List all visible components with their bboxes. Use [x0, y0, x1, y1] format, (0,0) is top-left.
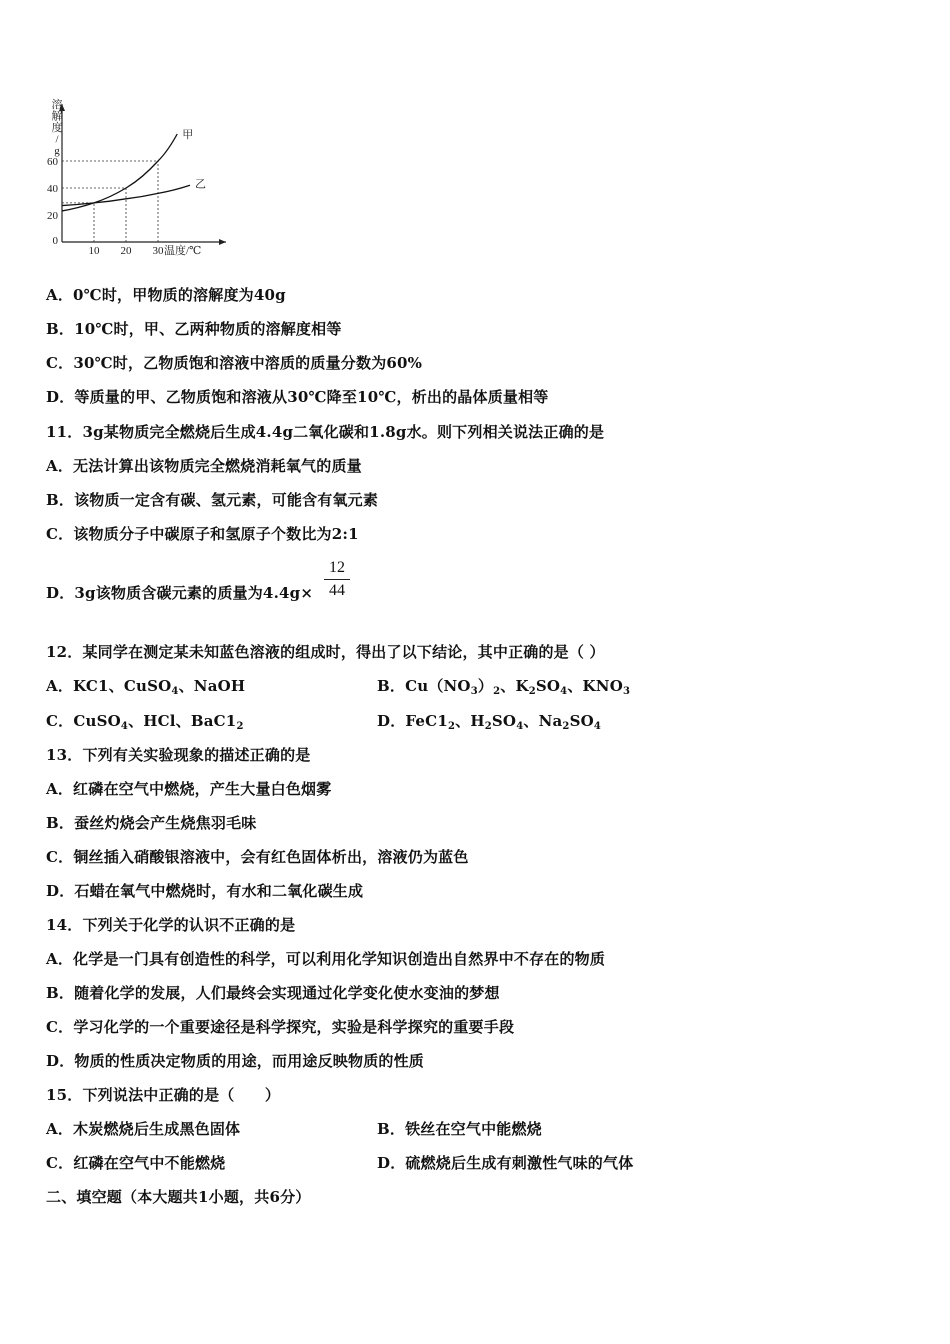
- q14-option-c: C．学习化学的一个重要途径是科学探究，实验是科学探究的重要手段: [46, 1018, 515, 1036]
- y-axis-label-char: /: [55, 133, 59, 146]
- q13-stem: 13．下列有关实验现象的描述正确的是: [46, 746, 311, 764]
- q14-option-d: D．物质的性质决定物质的用途，而用途反映物质的性质: [46, 1052, 425, 1070]
- y-tick-label: 40: [47, 183, 58, 195]
- q11-stem: 11．3g某物质完全燃烧后生成4.4g二氧化碳和1.8g水。则下列相关说法正确的是: [46, 423, 605, 441]
- q12-option-a: A．KC1、CuSO$_4$、NaOH: [46, 677, 246, 697]
- q12-option-b: B．$Cu(NO_3)_2$、$K_2SO_4$、$KNO_3$: [377, 677, 631, 697]
- q13-option-a: A．红磷在空气中燃烧，产生大量白色烟雾: [46, 780, 332, 798]
- q13-option-d: D．石蜡在氧气中燃烧时，有水和二氧化碳生成: [46, 882, 364, 900]
- q11-option-b: B．该物质一定含有碳、氢元素，可能含有氧元素: [46, 491, 379, 509]
- q11-option-c: C．该物质分子中碳原子和氢原子个数比为2:1: [46, 525, 359, 543]
- q10-option-a: A．0℃时，甲物质的溶解度为40g: [46, 286, 286, 304]
- q15-option-d: D．硫燃烧后生成有刺激性气味的气体: [377, 1154, 634, 1172]
- q12-stem: 12．某同学在测定某未知蓝色溶液的组成时，得出了以下结论，其中正确的是（ ）: [46, 643, 605, 661]
- y-tick-label: 60: [47, 156, 58, 168]
- y-axis-label-char: g: [54, 145, 60, 157]
- x-tick-label: 20: [120, 245, 132, 257]
- y-tick-label: 20: [47, 210, 58, 222]
- solubility-chart-svg: [40, 96, 240, 258]
- q13-option-c: C．铜丝插入硝酸银溶液中，会有红色固体析出，溶液仍为蓝色: [46, 848, 469, 866]
- fraction-numerator: 12: [329, 559, 345, 576]
- q15-option-b: B．铁丝在空气中能燃烧: [377, 1120, 542, 1138]
- series-label: 甲: [182, 129, 194, 141]
- q14-option-b: B．随着化学的发展，人们最终会实现通过化学变化使水变油的梦想: [46, 984, 500, 1002]
- section-2-heading: 二、填空题（本大题共1小题，共6分）: [46, 1188, 311, 1206]
- fraction-denominator: 44: [329, 582, 345, 599]
- x-axis-label: 温度/℃: [164, 245, 202, 257]
- y-axis-label-char: 解: [51, 110, 63, 123]
- q12-option-d: D．$FeC1_2$、$H_2SO_4$、$Na_2SO_4$: [377, 712, 602, 732]
- q15-option-a: A．木炭燃烧后生成黑色固体: [46, 1120, 241, 1138]
- q10-option-b: B．10℃时，甲、乙两种物质的溶解度相等: [46, 320, 342, 338]
- y-axis-label-char: 度: [51, 122, 63, 134]
- q11-fraction: [324, 559, 350, 600]
- q11-option-d: D．3g该物质含碳元素的质量为4.4g×: [46, 584, 314, 602]
- fraction-bar: [324, 579, 350, 580]
- origin-label: 0: [52, 235, 58, 247]
- q10-option-d: D．等质量的甲、乙物质饱和溶液从30℃降至10℃，析出的晶体质量相等: [46, 388, 549, 406]
- x-tick-label: 10: [88, 245, 100, 257]
- x-tick-label: 30: [152, 245, 164, 257]
- y-axis-label-char: 溶: [51, 99, 63, 111]
- q14-stem: 14．下列关于化学的认识不正确的是: [46, 916, 296, 934]
- q14-option-a: A．化学是一门具有创造性的科学，可以利用化学知识创造出自然界中不存在的物质: [46, 950, 606, 968]
- series-label: 乙: [195, 178, 206, 191]
- q11-option-a: A．无法计算出该物质完全燃烧消耗氧气的质量: [46, 457, 362, 475]
- x-axis-arrow: [219, 239, 226, 245]
- solubility-chart: [40, 96, 240, 258]
- q12-option-c: C．CuSO$_4$、HCl、$BaC1_2$: [46, 712, 244, 732]
- q10-option-c: C．30℃时，乙物质饱和溶液中溶质的质量分数为60%: [46, 354, 423, 372]
- q15-stem: 15．下列说法中正确的是（ ）: [46, 1086, 281, 1104]
- q13-option-b: B．蚕丝灼烧会产生烧焦羽毛味: [46, 814, 257, 832]
- q15-option-c: C．红磷在空气中不能燃烧: [46, 1154, 226, 1172]
